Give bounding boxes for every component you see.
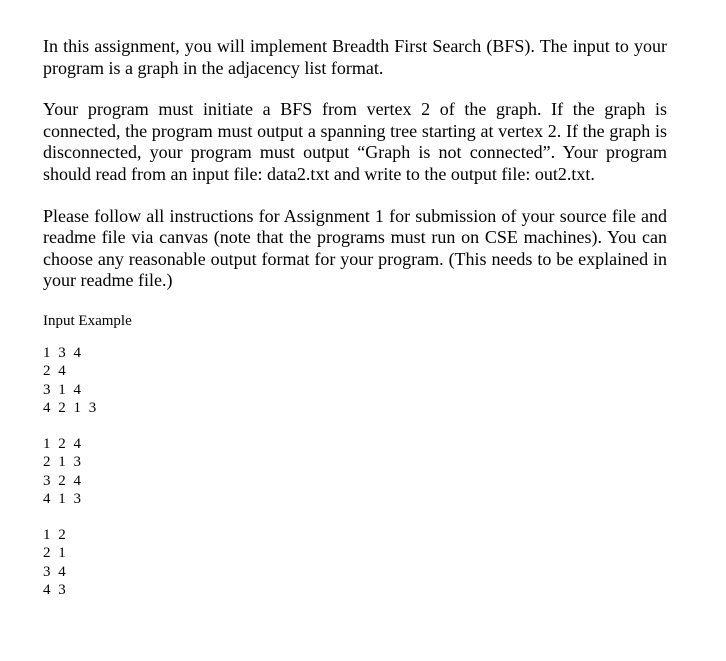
requirements-paragraph: Your program must initiate a BFS from vertex 2 of the graph. If the graph is connected, the program must output a spanning tree starting at vertex 2. If the graph is disconnected, your program must output “Graph is not connected”. Your program should read from an input file: data2.txt and write to the output file: out2.txt. xyxy=(43,99,667,184)
adjacency-line: 2 4 xyxy=(43,363,68,380)
input-example-label: Input Example xyxy=(43,312,132,329)
adjacency-line: 1 3 4 xyxy=(43,344,83,361)
adjacency-line: 1 2 4 xyxy=(43,435,83,452)
input-examples xyxy=(43,344,667,600)
adjacency-line: 3 1 4 xyxy=(43,381,83,398)
adjacency-line: 4 2 1 3 xyxy=(43,400,99,417)
submission-paragraph: Please follow all instructions for Assignment 1 for submission of your source file and readme file via canvas (note that the programs must run on CSE machines). You can choose any reasonable output format for your program. (This needs to be explained in your readme file.) xyxy=(43,205,667,291)
example-graph-3 xyxy=(43,526,667,600)
adjacency-line: 3 2 4 xyxy=(43,472,83,489)
adjacency-line: 2 1 3 xyxy=(43,454,83,471)
assignment-document xyxy=(43,36,667,617)
adjacency-line: 2 1 xyxy=(43,545,68,562)
example-graph-2 xyxy=(43,435,667,509)
adjacency-line: 3 4 xyxy=(43,563,68,580)
intro-paragraph: In this assignment, you will implement Breadth First Search (BFS). The input to your program is a graph in the adjacency list format. xyxy=(43,36,667,78)
adjacency-line: 1 2 xyxy=(43,526,68,543)
adjacency-line: 4 1 3 xyxy=(43,491,83,508)
adjacency-line: 4 3 xyxy=(43,582,68,599)
example-graph-1 xyxy=(43,344,667,418)
